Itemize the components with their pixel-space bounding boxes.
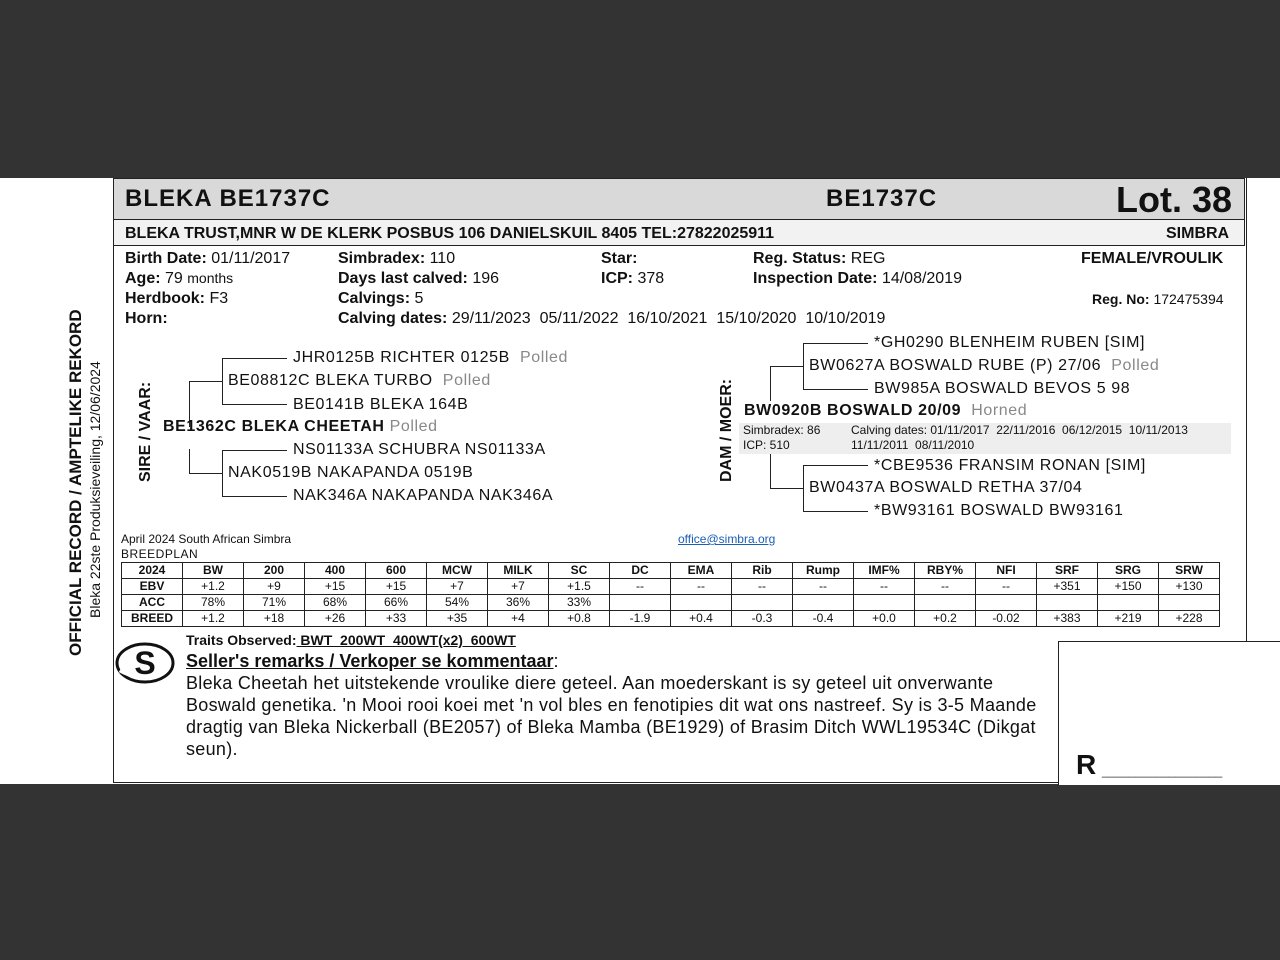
reg-no-row bbox=[1092, 291, 1224, 307]
ebv-cell bbox=[1037, 595, 1098, 611]
sire-name-note: Polled bbox=[389, 418, 438, 435]
dam-sire-note: Polled bbox=[1111, 357, 1160, 374]
calvings-row bbox=[338, 290, 423, 308]
calving-dates-value: 29/11/2023 05/11/2022 16/10/2021 15/10/2020 10/10/2019 bbox=[451, 310, 886, 327]
birth-date-row bbox=[125, 250, 290, 268]
dam-dam-parent: BW0437A BOSWALD RETHA 37/04 bbox=[809, 479, 1083, 496]
ebv-col-header: SRW bbox=[1159, 563, 1220, 579]
animal-id: BE1737C bbox=[826, 185, 938, 212]
dam-sire-text: BW0627A BOSWALD RUBE (P) 27/06 bbox=[809, 357, 1102, 374]
ebv-cell: +26 bbox=[305, 611, 366, 627]
traits-observed bbox=[186, 632, 516, 648]
ebv-cell: +7 bbox=[427, 579, 488, 595]
ebv-col-header: MCW bbox=[427, 563, 488, 579]
dam-dam-dam-name: *BW93161 BOSWALD BW93161 bbox=[874, 502, 1124, 519]
sale-info-label: Bleka 22ste Produksieveiling, 12/06/2024 bbox=[87, 361, 103, 618]
ebv-year-cell: 2024 bbox=[122, 563, 183, 579]
ebv-col-header: Rib bbox=[732, 563, 793, 579]
ebv-cell: -0.4 bbox=[793, 611, 854, 627]
logo-letter: S bbox=[134, 645, 156, 681]
ebv-cell: +1.2 bbox=[183, 611, 244, 627]
sire-sire-text: JHR0125B RICHTER 0125B bbox=[293, 349, 510, 366]
ebv-cell: +0.0 bbox=[854, 611, 915, 627]
days-calved-row bbox=[338, 270, 499, 288]
ebv-cell: +0.2 bbox=[915, 611, 976, 627]
ebv-cell: +35 bbox=[427, 611, 488, 627]
calving-dates-label: Calving dates: bbox=[338, 310, 448, 327]
simbradex-label: Simbradex: bbox=[338, 250, 426, 267]
ebv-cell: -- bbox=[793, 579, 854, 595]
price-currency: R bbox=[1076, 749, 1097, 780]
lot-number: Lot. 38 bbox=[1116, 179, 1233, 220]
ebv-cell: +1.2 bbox=[183, 579, 244, 595]
icp-row bbox=[601, 270, 664, 288]
official-record-label: OFFICIAL RECORD / AMPTELIKE REKORD bbox=[66, 309, 85, 656]
sex-label: FEMALE/VROULIK bbox=[1081, 250, 1224, 267]
catalogue-page bbox=[0, 178, 1280, 784]
icp-label: ICP: bbox=[601, 270, 633, 287]
simbradex-row bbox=[338, 250, 455, 268]
dam-sire-parent bbox=[809, 357, 1159, 375]
breedplan-label: BREEDPLAN bbox=[121, 547, 199, 561]
ebv-cell: 68% bbox=[305, 595, 366, 611]
ebv-cell: 33% bbox=[549, 595, 610, 611]
owner-details: BLEKA TRUST,MNR W DE KLERK POSBUS 106 DANIELSKUIL 8405 TEL:27822025911 bbox=[125, 225, 775, 242]
ebv-cell: 36% bbox=[488, 595, 549, 611]
ebv-cell: -- bbox=[854, 579, 915, 595]
sire-name bbox=[163, 418, 438, 436]
herdbook-label: Herdbook: bbox=[125, 290, 205, 307]
ebv-cell: +1.5 bbox=[549, 579, 610, 595]
dam-calving-dates-2: 11/11/2011 08/11/2010 bbox=[851, 438, 975, 452]
reg-status-value: REG bbox=[850, 250, 886, 267]
ebv-cell: +0.4 bbox=[671, 611, 732, 627]
ebv-cell: +130 bbox=[1159, 579, 1220, 595]
ebv-cell: +0.8 bbox=[549, 611, 610, 627]
ebv-cell: -0.02 bbox=[976, 611, 1037, 627]
reg-no-value: 172475394 bbox=[1153, 291, 1224, 307]
dam-name-note: Horned bbox=[971, 402, 1028, 419]
ebv-cell: 54% bbox=[427, 595, 488, 611]
ebv-col-header: EMA bbox=[671, 563, 732, 579]
sire-name-text: BE1362C BLEKA CHEETAH bbox=[163, 418, 385, 435]
ebv-cell bbox=[1159, 595, 1220, 611]
ebv-row bbox=[122, 579, 1220, 595]
sire-dam-sire-name: NS01133A SCHUBRA NS01133A bbox=[293, 441, 546, 458]
remarks-text: Bleka Cheetah het uitstekende vroulike diere geteel. Aan moederskant is sy geteel uit onverwante Boswald genetika. 'n Mooi rooi koei met 'n vol bles en fenotipies dit wat ons nastreef. Sy is 3-5 Maande dragtig van Bleka Nickerball (BE2057) of Bleka Mamba (BE1929) of Brasim Ditch WWL19534C (Dikgat seun). bbox=[186, 673, 1037, 759]
ebv-cell: +15 bbox=[305, 579, 366, 595]
ebv-col-header: SC bbox=[549, 563, 610, 579]
animal-name: BLEKA BE1737C bbox=[125, 185, 331, 212]
horn-label: Horn: bbox=[125, 310, 168, 327]
ebv-cell bbox=[610, 595, 671, 611]
ebv-col-header: NFI bbox=[976, 563, 1037, 579]
email-link[interactable]: office@simbra.org bbox=[678, 532, 776, 546]
ebv-col-header: 200 bbox=[244, 563, 305, 579]
price-blank[interactable]: __________________ bbox=[1102, 764, 1223, 778]
ebv-cell: -- bbox=[610, 579, 671, 595]
ebv-cell: 78% bbox=[183, 595, 244, 611]
breed-name: SIMBRA bbox=[1166, 225, 1230, 242]
ebv-col-header: BW bbox=[183, 563, 244, 579]
ebv-cell: -- bbox=[976, 579, 1037, 595]
herdbook-row bbox=[125, 290, 228, 308]
days-calved-label: Days last calved: bbox=[338, 270, 468, 287]
ebv-table bbox=[121, 562, 1220, 627]
age-row bbox=[125, 270, 233, 288]
inspection-value: 14/08/2019 bbox=[881, 270, 962, 287]
dam-icp: ICP: 510 bbox=[743, 438, 790, 452]
sire-sire-parent bbox=[228, 372, 491, 390]
ebv-cell: +228 bbox=[1159, 611, 1220, 627]
ebv-cell bbox=[793, 595, 854, 611]
calvings-value: 5 bbox=[414, 290, 424, 307]
days-calved-value: 196 bbox=[472, 270, 500, 287]
remarks-colon: : bbox=[553, 651, 559, 671]
remarks-heading-text: Seller's remarks / Verkoper se kommentaar bbox=[186, 651, 554, 671]
sire-dam-parent: NAK0519B NAKAPANDA 0519B bbox=[228, 464, 474, 481]
birth-date-value: 01/11/2017 bbox=[211, 250, 291, 267]
ebv-cell: +351 bbox=[1037, 579, 1098, 595]
ebv-cell: 71% bbox=[244, 595, 305, 611]
ebv-header-row bbox=[122, 563, 1220, 579]
ebv-col-header: DC bbox=[610, 563, 671, 579]
ebv-cell: +33 bbox=[366, 611, 427, 627]
inspection-row bbox=[753, 270, 962, 288]
herdbook-value: F3 bbox=[209, 290, 229, 307]
ebv-col-header: SRG bbox=[1098, 563, 1159, 579]
ebv-row-label: ACC bbox=[122, 595, 183, 611]
dam-side-label: DAM / MOER: bbox=[718, 378, 735, 482]
dam-simbradex: Simbradex: 86 bbox=[743, 423, 821, 437]
sire-text: BE08812C BLEKA TURBO bbox=[228, 372, 433, 389]
sire-note: Polled bbox=[442, 372, 491, 389]
ebv-cell: +7 bbox=[488, 579, 549, 595]
simbra-logo-icon bbox=[114, 638, 176, 688]
sire-dam-name: BE0141B BLEKA 164B bbox=[293, 396, 469, 413]
ebv-cell: -- bbox=[732, 579, 793, 595]
ebv-cell: -0.3 bbox=[732, 611, 793, 627]
dam-name bbox=[744, 402, 1027, 420]
ebv-col-header: IMF% bbox=[854, 563, 915, 579]
dam-name-text: BW0920B BOSWALD 20/09 bbox=[744, 402, 962, 419]
traits-label: Traits Observed: bbox=[186, 632, 297, 648]
ebv-col-header: SRF bbox=[1037, 563, 1098, 579]
birth-date-label: Birth Date: bbox=[125, 250, 207, 267]
ebv-col-header: MILK bbox=[488, 563, 549, 579]
ebv-cell bbox=[1098, 595, 1159, 611]
ebv-row bbox=[122, 611, 1220, 627]
ebv-cell: +9 bbox=[244, 579, 305, 595]
ebv-row-label: BREED bbox=[122, 611, 183, 627]
ebv-cell: +18 bbox=[244, 611, 305, 627]
calvings-label: Calvings: bbox=[338, 290, 411, 307]
ebv-cell: -1.9 bbox=[610, 611, 671, 627]
sire-dam-dam-name: NAK346A NAKAPANDA NAK346A bbox=[293, 487, 554, 504]
reg-no-label: Reg. No: bbox=[1092, 291, 1150, 307]
ebv-cell bbox=[915, 595, 976, 611]
remarks-heading bbox=[186, 651, 559, 672]
dam-dam-sire-name: *CBE9536 FRANSIM RONAN [SIM] bbox=[874, 457, 1146, 474]
ebv-cell: +150 bbox=[1098, 579, 1159, 595]
ebv-cell: +219 bbox=[1098, 611, 1159, 627]
reg-status-row bbox=[753, 250, 885, 268]
ebv-cell bbox=[854, 595, 915, 611]
inspection-label: Inspection Date: bbox=[753, 270, 878, 287]
sire-sire-note: Polled bbox=[519, 349, 569, 366]
ebv-cell: +15 bbox=[366, 579, 427, 595]
icp-value: 378 bbox=[637, 270, 665, 287]
traits-value: BWT 200WT 400WT(x2) 600WT bbox=[296, 632, 516, 648]
ebv-col-header: RBY% bbox=[915, 563, 976, 579]
dam-sire-dam-name: BW985A BOSWALD BEVOS 5 98 bbox=[874, 380, 1131, 397]
dam-calving-dates-1: Calving dates: 01/11/2017 22/11/2016 06/12/2015 10/11/2013 bbox=[851, 423, 1188, 437]
ebv-cell: -- bbox=[915, 579, 976, 595]
calving-dates-row bbox=[338, 310, 885, 328]
star-label: Star: bbox=[601, 250, 638, 267]
sire-sire-name bbox=[293, 349, 568, 367]
ebv-cell: +383 bbox=[1037, 611, 1098, 627]
ebv-cell bbox=[976, 595, 1037, 611]
breedplan-source: April 2024 South African Simbra bbox=[121, 532, 292, 546]
dam-sire-sire-name: *GH0290 BLENHEIM RUBEN [SIM] bbox=[874, 334, 1146, 351]
reg-status-label: Reg. Status: bbox=[753, 250, 847, 267]
ebv-col-header: 600 bbox=[366, 563, 427, 579]
ebv-row bbox=[122, 595, 1220, 611]
ebv-cell: -- bbox=[671, 579, 732, 595]
ebv-cell bbox=[732, 595, 793, 611]
age-value: 79 bbox=[165, 270, 183, 287]
age-label: Age: bbox=[125, 270, 161, 287]
ebv-cell bbox=[671, 595, 732, 611]
sire-side-label: SIRE / VAAR: bbox=[137, 381, 154, 482]
ebv-row-label: EBV bbox=[122, 579, 183, 595]
ebv-cell: +4 bbox=[488, 611, 549, 627]
ebv-col-header: 400 bbox=[305, 563, 366, 579]
age-unit: months bbox=[187, 270, 234, 286]
ebv-cell: 66% bbox=[366, 595, 427, 611]
simbradex-value: 110 bbox=[429, 250, 456, 267]
ebv-col-header: Rump bbox=[793, 563, 854, 579]
